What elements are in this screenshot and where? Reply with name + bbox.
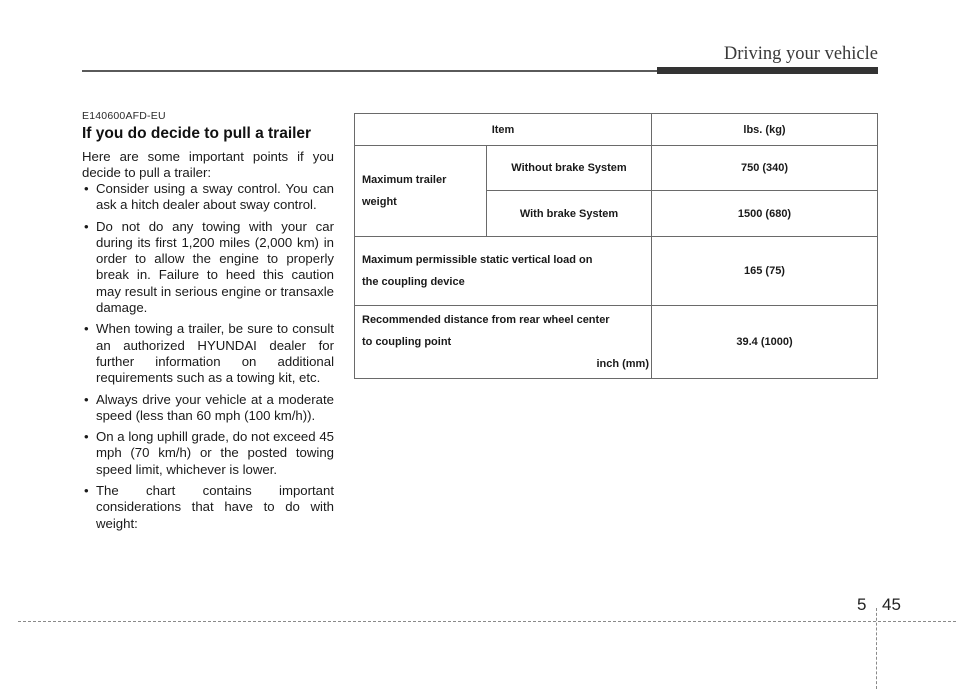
bullet-item: • When towing a trailer, be sure to consult an authorized HYUNDAI dealer for further information on additional requirements such as a towing kit, etc.	[82, 321, 334, 386]
coupling-distance-value: 39.4 (1000)	[652, 306, 878, 379]
footer-rule	[18, 621, 956, 622]
chapter-number: 5	[857, 595, 867, 614]
bullet-item: • Do not do any towing with your car during its first 1,200 miles (2,000 km) in order to allow the engine to properly break in. Failure to heed this caution may result in serious engine or transaxle damage.	[82, 219, 334, 317]
without-brake-value: 750 (340)	[652, 146, 878, 191]
table-row	[355, 306, 878, 379]
trailer-spec-table	[354, 113, 878, 379]
coupling-distance-label: Recommended distance from rear wheel center to coupling point inch (mm)	[355, 306, 652, 379]
bullet-item: • On a long uphill grade, do not exceed 45 mph (70 km/h) or the posted towing speed limit, whichever is lower.	[82, 429, 334, 478]
without-brake-label: Without brake System	[487, 146, 652, 191]
bullet-item: • Consider using a sway control. You can ask a hitch dealer about sway control.	[82, 181, 334, 214]
vertical-load-value: 165 (75)	[652, 237, 878, 306]
page-number: 45	[882, 595, 901, 614]
bullet-item: • The chart contains important considerations that have to do with weight:	[82, 483, 334, 532]
table-row	[355, 146, 878, 191]
table-header-row	[355, 114, 878, 146]
max-trailer-weight-label: Maximum trailer weight	[355, 146, 487, 237]
bullet-list	[82, 181, 334, 537]
distance-unit: inch (mm)	[596, 358, 649, 370]
vertical-load-label: Maximum permissible static vertical load on the coupling device	[355, 237, 652, 306]
header-rule-accent	[657, 67, 878, 74]
with-brake-value: 1500 (680)	[652, 191, 878, 237]
table-row	[355, 237, 878, 306]
footer-divider	[876, 608, 877, 689]
bullet-item: • Always drive your vehicle at a moderate speed (less than 60 mph (100 km/h)).	[82, 392, 334, 425]
intro-text: Here are some important points if you decide to pull a trailer:	[82, 149, 334, 181]
header-item: Item	[355, 114, 652, 146]
with-brake-label: With brake System	[487, 191, 652, 237]
page-heading: If you do decide to pull a trailer	[82, 125, 312, 142]
header-value: lbs. (kg)	[652, 114, 878, 146]
section-code: E140600AFD-EU	[82, 110, 166, 122]
section-title: Driving your vehicle	[723, 44, 878, 64]
